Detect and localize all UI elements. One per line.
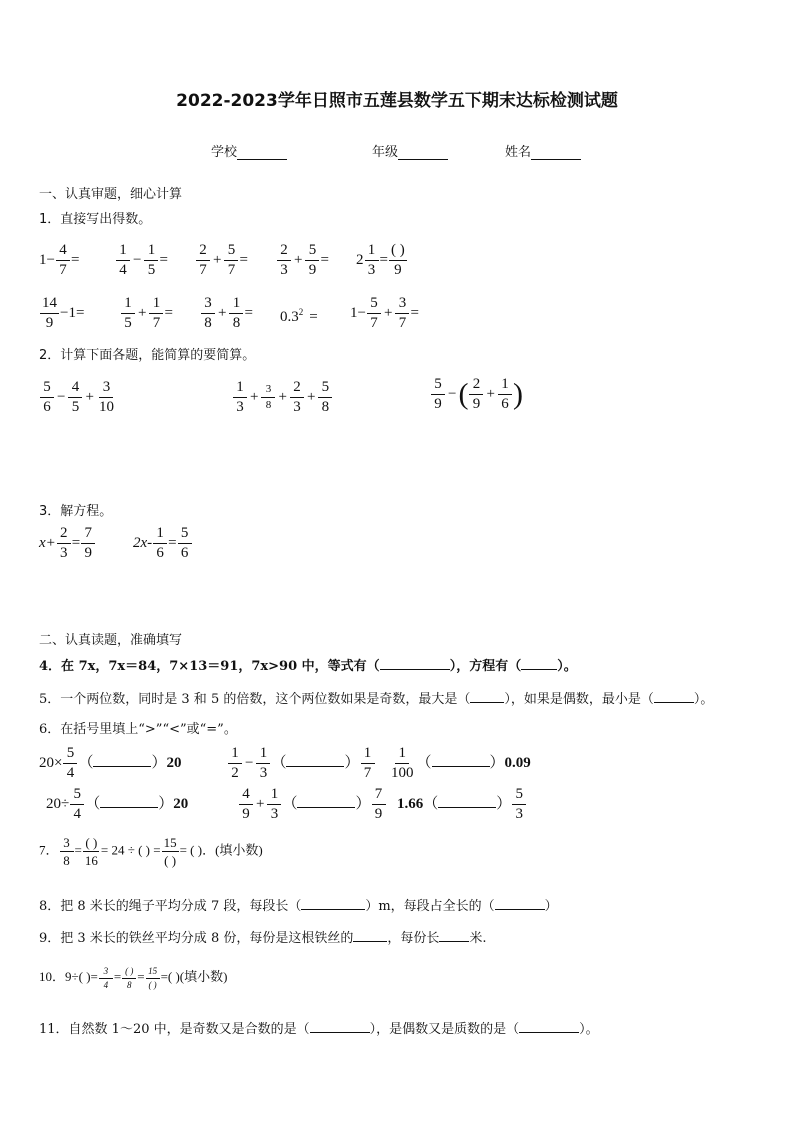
q9: 9．把 3 米长的铁丝平均分成 8 份，每份是这根铁丝的 ，每份长 米. [39,931,487,946]
q6-r2a-blank[interactable] [100,795,158,808]
q2-expr3: $\frac{5}{9}$ −( $\frac{2}{9}$ + $\frac{1}{6}$ ) [430,377,523,412]
q6-r1c: $\frac{1}{100}$ （ ）0.09 [391,745,531,781]
q4: 4．在 7x，7x＝84，7×13＝91，7x>90 中，等式有（ ），方程有（ ）。 [39,659,577,674]
q1-r1-item1: 1− $\frac{4}{7}$ = [39,242,80,278]
q3-eq2: 2x- $\frac{1}{6}$ = $\frac{5}{6}$ [133,526,193,561]
grade-field: 年级 [372,141,448,160]
q10: 10．9÷( )= $\frac{3}{4}$ = $\frac{( )}{8}$ = $\frac{15}{( )}$ =( )(填小数) [39,965,228,990]
q6-label: 6．在括号里填上“>”“<”或“=”。 [39,722,237,737]
q1-r1-item2: $\frac{1}{4}$ − $\frac{1}{5}$ = [115,243,168,278]
q1-r2-item5: 1− $\frac{5}{7}$ + $\frac{3}{7}$ = [350,295,419,331]
q5-blank-2[interactable] [654,690,694,703]
q5: 5．一个两位数，同时是 3 和 5 的倍数，这个两位数如果是奇数，最大是（ ），如果是偶数，最小是（ ）。 [39,692,714,707]
page-title: 2022-2023学年日照市五莲县数学五下期末达标检测试题 [176,91,618,111]
q6-r2b-blank[interactable] [297,795,355,808]
q7: 7． $\frac{3}{8}$ = $\frac{( )}{16}$ = 24 ÷ ( ) = $\frac{15}{( )}$ = ( )．(填小数) [39,835,263,868]
name-blank[interactable] [531,159,581,160]
q6-r2a: 20÷ $\frac{5}{4}$ （ ）20 [46,786,189,822]
q4-blank-2[interactable] [521,657,557,670]
q6-r1b-blank[interactable] [286,754,344,767]
q9-blank-2[interactable] [439,929,469,942]
q4-blank-1[interactable] [380,657,450,670]
q3-eq1: x+ $\frac{2}{3}$ = $\frac{7}{9}$ [39,526,96,561]
q1-r1-item4: $\frac{2}{3}$ + $\frac{5}{9}$ = [276,243,329,278]
q9-blank-1[interactable] [353,929,387,942]
q6-r2c-blank[interactable] [438,795,496,808]
q6-r1b: $\frac{1}{2}$ − $\frac{1}{3}$ （ ） $\frac{1}{7}$ [227,746,376,781]
q8-blank-2[interactable] [495,897,545,910]
school-field: 学校 [211,141,287,160]
grade-blank[interactable] [398,159,448,160]
q6-r2c: 1.66（ ） $\frac{5}{3}$ [397,787,527,822]
q5-blank-1[interactable] [470,690,504,703]
q1-r1-item3: $\frac{2}{7}$ + $\frac{5}{7}$ = [195,243,248,278]
q6-r1a: 20× $\frac{5}{4}$ （ ）20 [39,745,182,781]
section-2-heading: 二、认真读题，准确填写 [39,633,183,648]
q11-blank-2[interactable] [519,1020,579,1033]
q1-r2-item4: $0.3^2$ = [280,307,318,325]
q1-label: 1．直接写出得数。 [39,212,152,227]
q8-blank-1[interactable] [301,897,365,910]
school-blank[interactable] [237,159,287,160]
name-field: 姓名 [505,141,581,160]
q2-label: 2．计算下面各题，能简算的要简算。 [39,348,256,363]
q6-r1a-blank[interactable] [93,754,151,767]
q1-r2-item1: $\frac{14}{9}$ −1= [42,295,85,331]
section-1-heading: 一、认真审题，细心计算 [39,187,183,202]
q11: 11．自然数 1～20 中，是奇数又是合数的是（ ），是偶数又是质数的是（ ）。 [39,1022,599,1037]
q1-r1-item5: 2 $\frac{1}{3}$ = $\frac{( )}{9}$ [356,242,405,278]
q1-r2-item3: $\frac{3}{8}$ + $\frac{1}{8}$ = [200,296,253,331]
q1-r2-item2: $\frac{1}{5}$ + $\frac{1}{7}$ = [120,296,173,331]
q2-expr1: $\frac{5}{6}$ − $\frac{4}{5}$ + $\frac{3}{10}$ [39,380,117,415]
q3-label: 3．解方程。 [39,504,113,519]
q11-blank-1[interactable] [310,1020,370,1033]
q6-r2b: $\frac{4}{9}$ + $\frac{1}{3}$ （ ） $\frac{7}{9}$ [238,787,387,822]
q6-r1c-blank[interactable] [432,754,490,767]
q8: 8．把 8 米长的绳子平均分成 7 段，每段长（ ）m，每段占全长的（ ） [39,899,558,914]
q2-expr2: $\frac{1}{3}$ + $\frac{3}{8}$ + $\frac{2}{3}$ + $\frac{5}{8}$ [232,380,333,415]
